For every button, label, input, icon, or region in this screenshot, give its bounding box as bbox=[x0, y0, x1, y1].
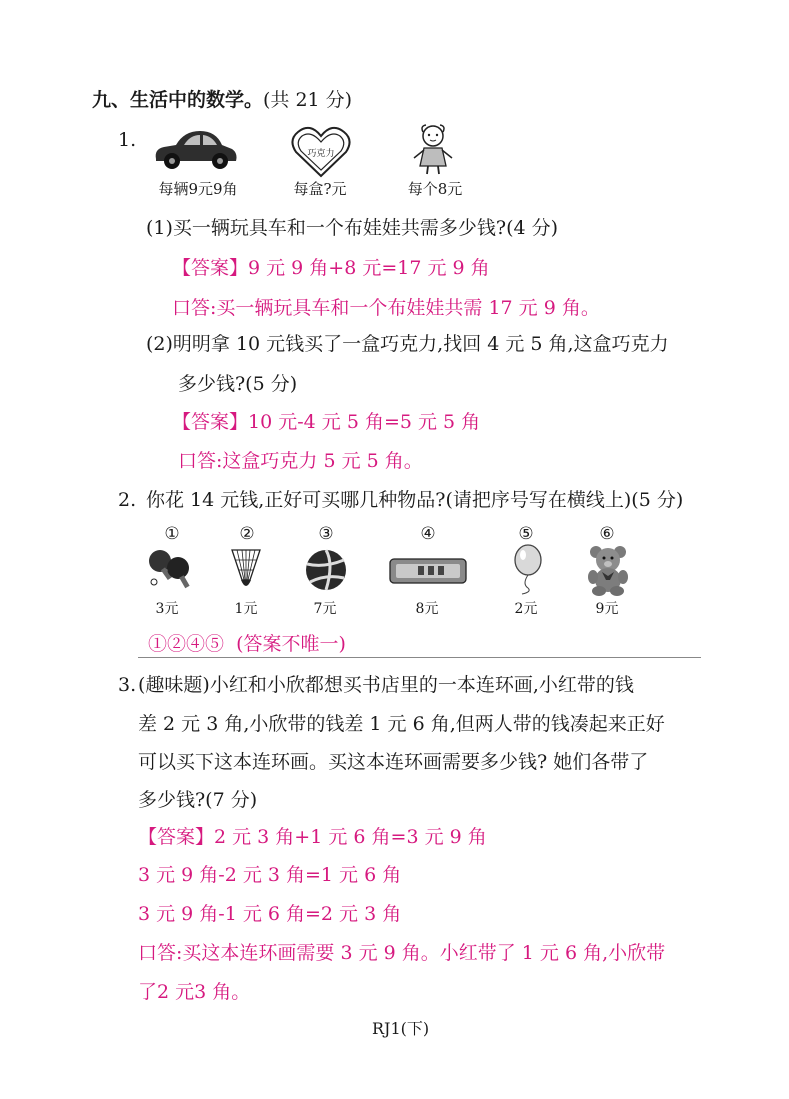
q1-sub1-answer bbox=[172, 256, 490, 280]
q3-reply-line2: 了2 元3 角。 bbox=[138, 981, 251, 1003]
q3-line2: 差 2 元 3 角,小欣带的钱差 1 元 6 角,但两人带的钱凑起来正好 bbox=[138, 713, 665, 735]
shuttlecock-icon bbox=[228, 546, 264, 592]
teddy-bear-icon bbox=[584, 544, 632, 596]
q3-line3: 可以买下这本连环画。买这本连环画需要多少钱? 她们各带了 bbox=[138, 751, 649, 773]
item-index-5: ⑤ bbox=[518, 524, 534, 544]
pencil-case-icon bbox=[388, 556, 468, 586]
q3-line1: (趣味题)小红和小欣都想买书店里的一本连环画,小红带的钱 bbox=[138, 674, 634, 696]
q1-sub1-reply: 口答:买一辆玩具车和一个布娃娃共需 17 元 9 角。 bbox=[172, 297, 600, 319]
item-price-2: 1元 bbox=[234, 601, 258, 617]
volleyball-icon bbox=[304, 548, 348, 592]
page-footer: RJ1(下) bbox=[372, 1019, 430, 1038]
q3-reply-line1: 口答:买这本连环画需要 3 元 9 角。小红带了 1 元 6 角,小欣带 bbox=[138, 942, 666, 964]
answer-equation: 9 元 9 角+8 元=17 元 9 角 bbox=[248, 257, 490, 279]
answer-equation: 2 元 3 角+1 元 6 角=3 元 9 角 bbox=[214, 826, 487, 848]
q2-number: 2. bbox=[118, 489, 137, 511]
chocolate-box-icon bbox=[290, 124, 352, 178]
q1-sub2-question-line1: (2)明明拿 10 元钱买了一盒巧克力,找回 4 元 5 角,这盒巧克力 bbox=[146, 333, 669, 355]
toy-car-icon bbox=[150, 125, 240, 171]
section-heading bbox=[92, 88, 352, 112]
item-price-4: 8元 bbox=[415, 601, 439, 617]
section-title: 九、生活中的数学。 bbox=[92, 89, 264, 111]
q1-sub2-reply: 口答:这盒巧克力 5 元 5 角。 bbox=[178, 450, 423, 472]
answer-tag: 【答案】 bbox=[172, 411, 249, 433]
q3-answer2: 3 元 9 角-2 元 3 角=1 元 6 角 bbox=[138, 864, 402, 886]
item-index-4: ④ bbox=[420, 524, 436, 544]
q2-answer: ①②④⑤ (答案不唯一) bbox=[148, 633, 346, 655]
item-price-5: 2元 bbox=[514, 601, 538, 617]
item-price-1: 3元 bbox=[155, 601, 179, 617]
doll-caption: 每个8元 bbox=[407, 180, 463, 198]
balloon-icon bbox=[508, 544, 544, 596]
q1-sub2-answer bbox=[172, 410, 480, 434]
q1-number: 1. bbox=[118, 129, 137, 151]
q2-question: 你花 14 元钱,正好可买哪几种物品?(请把序号写在横线上)(5 分) bbox=[146, 489, 684, 511]
answer-line bbox=[138, 657, 701, 658]
item-price-3: 7元 bbox=[313, 601, 337, 617]
item-index-3: ③ bbox=[318, 524, 334, 544]
section-score: (共 21 分) bbox=[263, 89, 353, 111]
answer-equation: 10 元-4 元 5 角=5 元 5 角 bbox=[248, 411, 481, 433]
q1-sub2-question-line2: 多少钱?(5 分) bbox=[178, 373, 298, 395]
doll-icon bbox=[408, 122, 458, 176]
answer-tag: 【答案】 bbox=[172, 257, 249, 279]
answer-tag: 【答案】 bbox=[138, 826, 215, 848]
q1-sub1-question: (1)买一辆玩具车和一个布娃娃共需多少钱?(4 分) bbox=[146, 217, 559, 239]
car-caption: 每辆9元9角 bbox=[158, 180, 238, 198]
q3-answer3: 3 元 9 角-1 元 6 角=2 元 3 角 bbox=[138, 903, 402, 925]
item-price-6: 9元 bbox=[595, 601, 619, 617]
q3-number: 3. bbox=[118, 674, 137, 696]
item-index-2: ② bbox=[239, 524, 255, 544]
chocolate-caption: 每盒?元 bbox=[293, 180, 347, 198]
item-index-6: ⑥ bbox=[599, 524, 615, 544]
q3-answer1 bbox=[138, 825, 487, 849]
q3-line4: 多少钱?(7 分) bbox=[138, 789, 258, 811]
item-index-1: ① bbox=[164, 524, 180, 544]
chocolate-label: 巧克力 bbox=[307, 149, 335, 159]
ping-pong-paddles-icon bbox=[146, 548, 194, 590]
